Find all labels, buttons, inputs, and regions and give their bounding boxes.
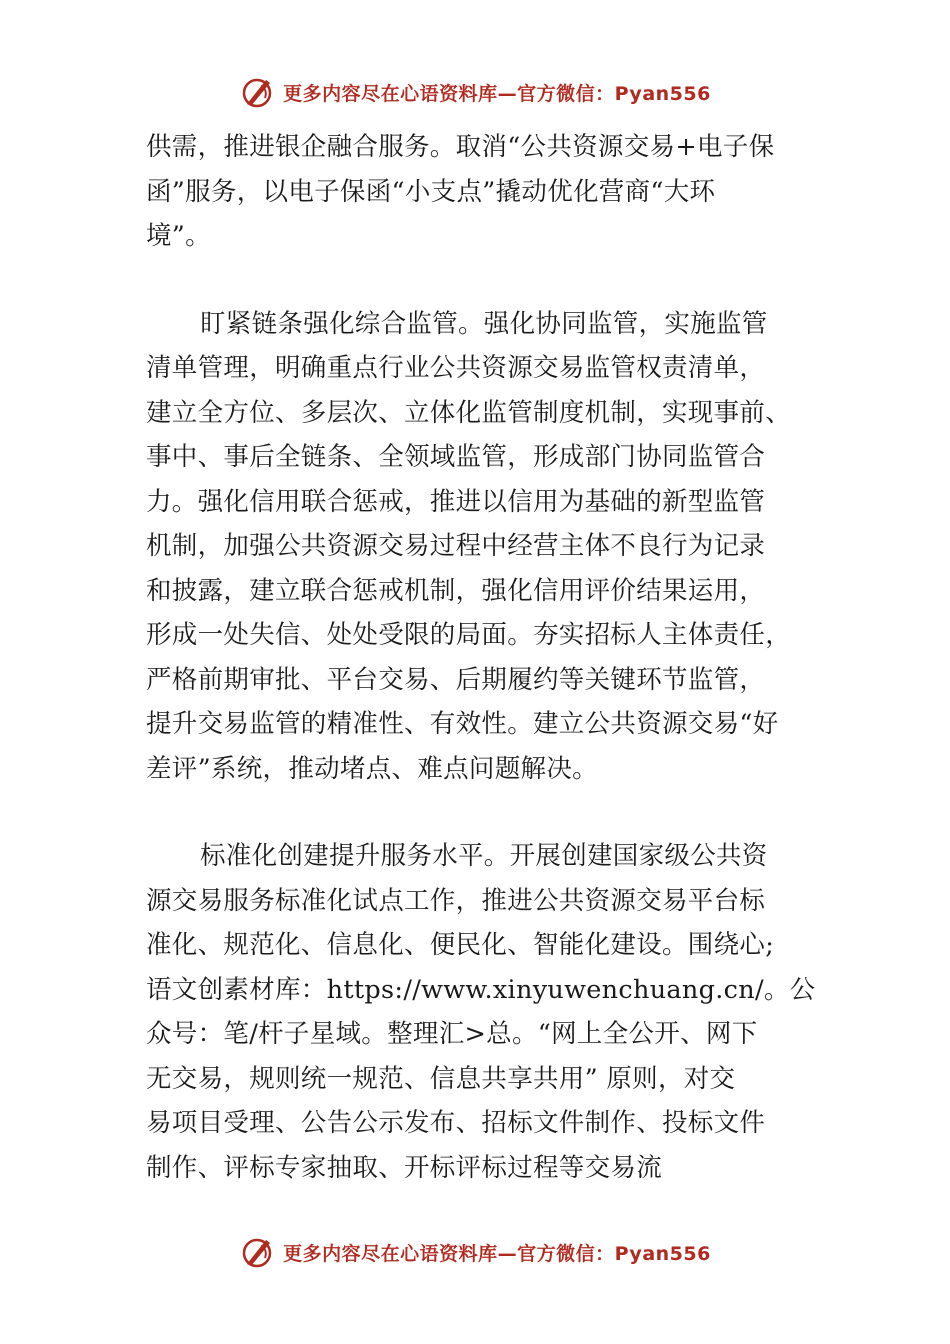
text-line: 事中、事后全链条、全领域监管，形成部门协同监管合 (146, 442, 766, 472)
text-line: 语文创素材库：https://www.xinyuwenchuang.cn/。公 (146, 974, 816, 1005)
text-line: 严格前期审批、平台交易、后期履约等关键环节监管， (146, 664, 766, 695)
text-line: 形成一处失信、处处受限的局面。夯实招标人主体责任， (146, 620, 792, 650)
paragraph-3 (146, 834, 816, 1190)
text-line: 准化、规范化、信息化、便民化、智能化建设。围绕心; (146, 930, 775, 960)
quill-pen-logo-icon (239, 74, 275, 110)
text-line: 盯紧链条强化综合监管。强化协同监管，实施监管 (200, 308, 768, 339)
text-line: 供需，推进银企融合服务。取消“公共资源交易+电子保 (146, 132, 775, 162)
text-line: 提升交易监管的精准性、有效性。建立公共资源交易“好 (146, 709, 779, 739)
text-line: 函”服务，以电子保函“小支点”撬动优化营商“大环 (146, 176, 716, 207)
text-line: 无交易，规则统一规范、信息共享共用” 原则，对交 (146, 1063, 736, 1094)
paragraph-1 (146, 125, 816, 259)
text-line: 力。强化信用联合惩戒，推进以信用为基础的新型监管 (146, 486, 766, 517)
header-banner (0, 72, 950, 112)
footer-banner (0, 1232, 950, 1272)
text-line: 建立全方位、多层次、立体化监管制度机制，实现事前、 (146, 397, 792, 428)
paragraph-2 (146, 302, 816, 792)
text-line: 制作、评标专家抽取、开标评标过程等交易流 (146, 1152, 663, 1183)
text-line: 境”。 (146, 221, 211, 251)
text-line: 清单管理，明确重点行业公共资源交易监管权责清单， (146, 353, 766, 383)
text-line: 标准化创建提升服务水平。开展创建国家级公共资 (200, 841, 768, 871)
footer-text: 更多内容尽在心语资料库—官方微信：Pyan556 (283, 1242, 711, 1265)
quill-pen-logo-icon (239, 1234, 275, 1270)
text-line: 差评”系统，推动堵点、难点问题解决。 (146, 753, 598, 784)
header-text: 更多内容尽在心语资料库—官方微信：Pyan556 (283, 82, 711, 105)
text-line: 机制，加强公共资源交易过程中经营主体不良行为记录 (146, 531, 766, 561)
text-line: 和披露，建立联合惩戒机制，强化信用评价结果运用， (146, 575, 766, 606)
text-line: 易项目受理、公告公示发布、招标文件制作、投标文件 (146, 1108, 766, 1138)
text-line: 众号：笔/杆子星域。整理汇>总。“网上全公开、网下 (146, 1019, 758, 1049)
text-line: 源交易服务标准化试点工作，推进公共资源交易平台标 (146, 885, 766, 916)
document-body (146, 125, 816, 1190)
